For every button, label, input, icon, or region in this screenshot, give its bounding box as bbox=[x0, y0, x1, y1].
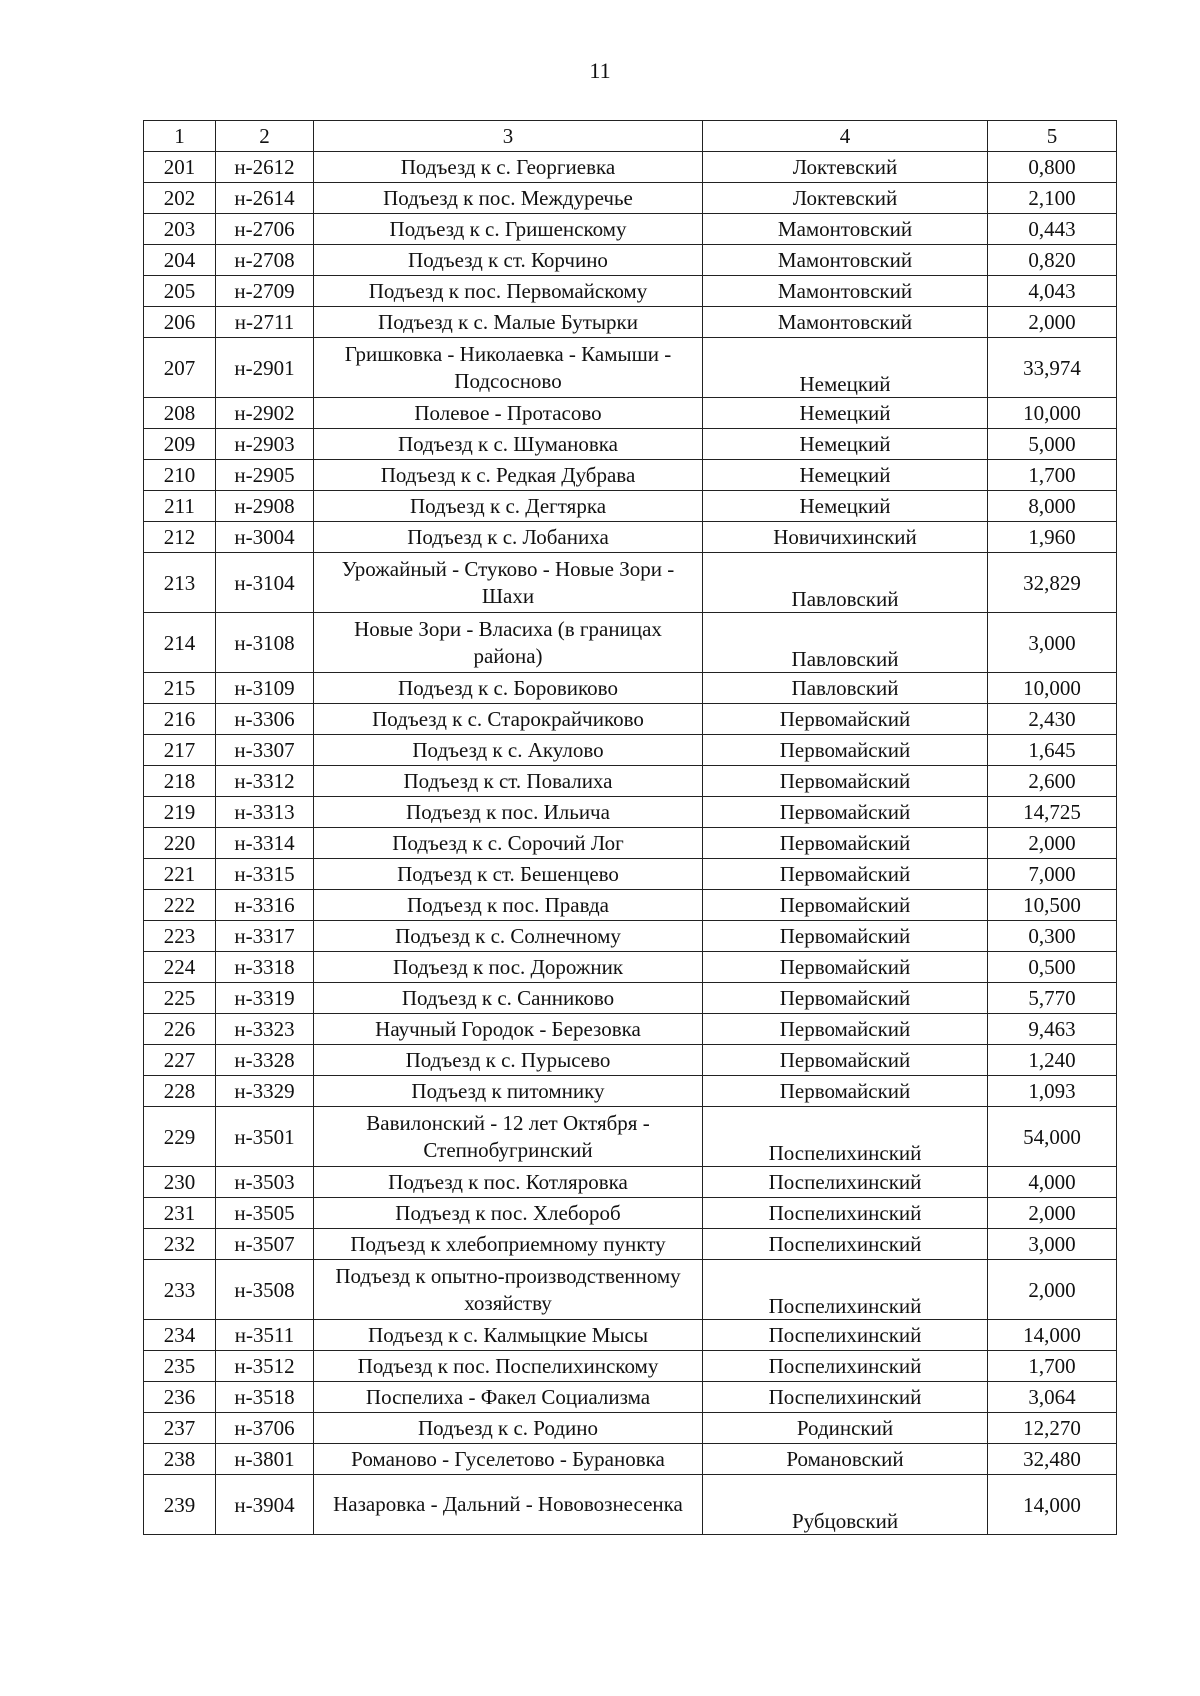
road-name-cell: Подъезд к с. Дегтярка bbox=[314, 491, 703, 522]
length-cell: 2,000 bbox=[988, 307, 1117, 338]
district-cell: Первомайский bbox=[703, 890, 988, 921]
road-name-cell: Подъезд к пос. Правда bbox=[314, 890, 703, 921]
row-number-cell: 226 bbox=[144, 1014, 216, 1045]
district-cell: Локтевский bbox=[703, 183, 988, 214]
table-row bbox=[144, 1167, 1117, 1198]
road-code-cell: н-2709 bbox=[216, 276, 314, 307]
district-cell: Поспелихинский bbox=[703, 1320, 988, 1351]
district-cell: Поспелихинский bbox=[703, 1229, 988, 1260]
road-code-cell: н-3316 bbox=[216, 890, 314, 921]
row-number-cell: 233 bbox=[144, 1260, 216, 1320]
district-cell: Немецкий bbox=[703, 460, 988, 491]
table-row bbox=[144, 1014, 1117, 1045]
district-cell: Павловский bbox=[703, 553, 988, 613]
header-col-4: 4 bbox=[703, 121, 988, 152]
row-number-cell: 238 bbox=[144, 1444, 216, 1475]
table-row bbox=[144, 673, 1117, 704]
length-cell: 32,829 bbox=[988, 553, 1117, 613]
table-row bbox=[144, 1382, 1117, 1413]
road-name-cell: Подъезд к с. Боровиково bbox=[314, 673, 703, 704]
table-row bbox=[144, 1444, 1117, 1475]
row-number-cell: 224 bbox=[144, 952, 216, 983]
district-cell: Первомайский bbox=[703, 983, 988, 1014]
row-number-cell: 237 bbox=[144, 1413, 216, 1444]
road-name-cell: Подъезд к с. Солнечному bbox=[314, 921, 703, 952]
road-name-cell: Поспелиха - Факел Социализма bbox=[314, 1382, 703, 1413]
district-cell: Поспелихинский bbox=[703, 1167, 988, 1198]
row-number-cell: 206 bbox=[144, 307, 216, 338]
road-code-cell: н-3004 bbox=[216, 522, 314, 553]
district-cell: Мамонтовский bbox=[703, 214, 988, 245]
row-number-cell: 225 bbox=[144, 983, 216, 1014]
road-code-cell: н-2708 bbox=[216, 245, 314, 276]
row-number-cell: 212 bbox=[144, 522, 216, 553]
row-number-cell: 236 bbox=[144, 1382, 216, 1413]
row-number-cell: 218 bbox=[144, 766, 216, 797]
road-code-cell: н-2908 bbox=[216, 491, 314, 522]
row-number-cell: 230 bbox=[144, 1167, 216, 1198]
road-name-cell: Подъезд к с. Акулово bbox=[314, 735, 703, 766]
table-row bbox=[144, 797, 1117, 828]
header-col-2: 2 bbox=[216, 121, 314, 152]
district-cell: Поспелихинский bbox=[703, 1198, 988, 1229]
table-row bbox=[144, 491, 1117, 522]
road-name-cell: Подъезд к ст. Корчино bbox=[314, 245, 703, 276]
table-row bbox=[144, 553, 1117, 613]
road-name-cell: Подъезд к с. Лобаниха bbox=[314, 522, 703, 553]
length-cell: 3,000 bbox=[988, 613, 1117, 673]
row-number-cell: 232 bbox=[144, 1229, 216, 1260]
table-row bbox=[144, 338, 1117, 398]
road-code-cell: н-3307 bbox=[216, 735, 314, 766]
length-cell: 1,700 bbox=[988, 460, 1117, 491]
table-row bbox=[144, 890, 1117, 921]
road-name-cell: Подъезд к пос. Первомайскому bbox=[314, 276, 703, 307]
road-name-cell: Научный Городок - Березовка bbox=[314, 1014, 703, 1045]
table-row bbox=[144, 307, 1117, 338]
length-cell: 4,000 bbox=[988, 1167, 1117, 1198]
length-cell: 3,000 bbox=[988, 1229, 1117, 1260]
row-number-cell: 235 bbox=[144, 1351, 216, 1382]
row-number-cell: 209 bbox=[144, 429, 216, 460]
row-number-cell: 229 bbox=[144, 1107, 216, 1167]
road-code-cell: н-2902 bbox=[216, 398, 314, 429]
road-code-cell: н-3312 bbox=[216, 766, 314, 797]
length-cell: 2,000 bbox=[988, 1198, 1117, 1229]
length-cell: 2,000 bbox=[988, 1260, 1117, 1320]
district-cell: Первомайский bbox=[703, 704, 988, 735]
road-code-cell: н-3315 bbox=[216, 859, 314, 890]
row-number-cell: 208 bbox=[144, 398, 216, 429]
length-cell: 5,770 bbox=[988, 983, 1117, 1014]
road-name-cell: Гришковка - Николаевка - Камыши - Подсосново bbox=[314, 338, 703, 398]
length-cell: 2,600 bbox=[988, 766, 1117, 797]
road-code-cell: н-3507 bbox=[216, 1229, 314, 1260]
road-name-cell: Подъезд к пос. Хлебороб bbox=[314, 1198, 703, 1229]
table-row bbox=[144, 735, 1117, 766]
road-code-cell: н-3109 bbox=[216, 673, 314, 704]
table-row bbox=[144, 276, 1117, 307]
district-cell: Новичихинский bbox=[703, 522, 988, 553]
road-name-cell: Романово - Гуселетово - Бурановка bbox=[314, 1444, 703, 1475]
district-cell: Первомайский bbox=[703, 952, 988, 983]
district-cell: Первомайский bbox=[703, 797, 988, 828]
district-cell: Первомайский bbox=[703, 859, 988, 890]
length-cell: 1,700 bbox=[988, 1351, 1117, 1382]
road-code-cell: н-3306 bbox=[216, 704, 314, 735]
district-cell: Поспелихинский bbox=[703, 1382, 988, 1413]
length-cell: 32,480 bbox=[988, 1444, 1117, 1475]
row-number-cell: 201 bbox=[144, 152, 216, 183]
table-row bbox=[144, 245, 1117, 276]
road-code-cell: н-2614 bbox=[216, 183, 314, 214]
row-number-cell: 215 bbox=[144, 673, 216, 704]
road-name-cell: Подъезд к ст. Повалиха bbox=[314, 766, 703, 797]
table-row bbox=[144, 522, 1117, 553]
length-cell: 10,000 bbox=[988, 673, 1117, 704]
road-code-cell: н-2711 bbox=[216, 307, 314, 338]
length-cell: 10,500 bbox=[988, 890, 1117, 921]
row-number-cell: 211 bbox=[144, 491, 216, 522]
road-code-cell: н-2706 bbox=[216, 214, 314, 245]
length-cell: 33,974 bbox=[988, 338, 1117, 398]
road-name-cell: Подъезд к с. Старокрайчиково bbox=[314, 704, 703, 735]
length-cell: 12,270 bbox=[988, 1413, 1117, 1444]
row-number-cell: 202 bbox=[144, 183, 216, 214]
table-row bbox=[144, 1351, 1117, 1382]
table-row bbox=[144, 983, 1117, 1014]
district-cell: Родинский bbox=[703, 1413, 988, 1444]
road-code-cell: н-3511 bbox=[216, 1320, 314, 1351]
road-name-cell: Подъезд к хлебоприемному пункту bbox=[314, 1229, 703, 1260]
table-row bbox=[144, 859, 1117, 890]
road-name-cell: Вавилонский - 12 лет Октября - Степнобугринский bbox=[314, 1107, 703, 1167]
length-cell: 1,093 bbox=[988, 1076, 1117, 1107]
road-code-cell: н-3318 bbox=[216, 952, 314, 983]
district-cell: Поспелихинский bbox=[703, 1260, 988, 1320]
length-cell: 3,064 bbox=[988, 1382, 1117, 1413]
district-cell: Первомайский bbox=[703, 1045, 988, 1076]
table-row bbox=[144, 152, 1117, 183]
length-cell: 0,800 bbox=[988, 152, 1117, 183]
road-code-cell: н-2905 bbox=[216, 460, 314, 491]
length-cell: 9,463 bbox=[988, 1014, 1117, 1045]
district-cell: Первомайский bbox=[703, 766, 988, 797]
table-row bbox=[144, 1045, 1117, 1076]
road-name-cell: Подъезд к пос. Ильича bbox=[314, 797, 703, 828]
road-name-cell: Подъезд к опытно-производственному хозяйству bbox=[314, 1260, 703, 1320]
road-code-cell: н-3314 bbox=[216, 828, 314, 859]
row-number-cell: 227 bbox=[144, 1045, 216, 1076]
district-cell: Первомайский bbox=[703, 735, 988, 766]
table-row bbox=[144, 1107, 1117, 1167]
road-name-cell: Подъезд к с. Пурысево bbox=[314, 1045, 703, 1076]
length-cell: 14,725 bbox=[988, 797, 1117, 828]
length-cell: 8,000 bbox=[988, 491, 1117, 522]
road-code-cell: н-3104 bbox=[216, 553, 314, 613]
table-row bbox=[144, 1320, 1117, 1351]
district-cell: Романовский bbox=[703, 1444, 988, 1475]
road-name-cell: Подъезд к с. Шумановка bbox=[314, 429, 703, 460]
row-number-cell: 223 bbox=[144, 921, 216, 952]
table-row bbox=[144, 704, 1117, 735]
district-cell: Первомайский bbox=[703, 921, 988, 952]
length-cell: 14,000 bbox=[988, 1475, 1117, 1535]
row-number-cell: 207 bbox=[144, 338, 216, 398]
length-cell: 1,240 bbox=[988, 1045, 1117, 1076]
road-name-cell: Подъезд к пос. Поспелихинскому bbox=[314, 1351, 703, 1382]
road-code-cell: н-3512 bbox=[216, 1351, 314, 1382]
road-name-cell: Назаровка - Дальний - Нововознесенка bbox=[314, 1475, 703, 1535]
table-row bbox=[144, 1475, 1117, 1535]
row-number-cell: 221 bbox=[144, 859, 216, 890]
road-name-cell: Новые Зори - Власиха (в границах района) bbox=[314, 613, 703, 673]
road-code-cell: н-3505 bbox=[216, 1198, 314, 1229]
district-cell: Немецкий bbox=[703, 398, 988, 429]
road-code-cell: н-3501 bbox=[216, 1107, 314, 1167]
road-code-cell: н-3801 bbox=[216, 1444, 314, 1475]
district-cell: Немецкий bbox=[703, 338, 988, 398]
road-code-cell: н-3323 bbox=[216, 1014, 314, 1045]
header-col-1: 1 bbox=[144, 121, 216, 152]
district-cell: Поспелихинский bbox=[703, 1107, 988, 1167]
road-code-cell: н-3329 bbox=[216, 1076, 314, 1107]
road-name-cell: Подъезд к пос. Междуречье bbox=[314, 183, 703, 214]
length-cell: 1,645 bbox=[988, 735, 1117, 766]
row-number-cell: 216 bbox=[144, 704, 216, 735]
district-cell: Поспелихинский bbox=[703, 1351, 988, 1382]
row-number-cell: 239 bbox=[144, 1475, 216, 1535]
header-col-5: 5 bbox=[988, 121, 1117, 152]
road-code-cell: н-3319 bbox=[216, 983, 314, 1014]
table-row bbox=[144, 1198, 1117, 1229]
length-cell: 0,300 bbox=[988, 921, 1117, 952]
road-code-cell: н-3503 bbox=[216, 1167, 314, 1198]
header-col-3: 3 bbox=[314, 121, 703, 152]
length-cell: 10,000 bbox=[988, 398, 1117, 429]
road-name-cell: Полевое - Протасово bbox=[314, 398, 703, 429]
table-row bbox=[144, 613, 1117, 673]
length-cell: 5,000 bbox=[988, 429, 1117, 460]
row-number-cell: 213 bbox=[144, 553, 216, 613]
page-number: 11 bbox=[589, 58, 611, 83]
row-number-cell: 231 bbox=[144, 1198, 216, 1229]
table-row bbox=[144, 429, 1117, 460]
length-cell: 4,043 bbox=[988, 276, 1117, 307]
road-name-cell: Подъезд к с. Сорочий Лог bbox=[314, 828, 703, 859]
table-row bbox=[144, 952, 1117, 983]
table-row bbox=[144, 828, 1117, 859]
table-row bbox=[144, 460, 1117, 491]
row-number-cell: 205 bbox=[144, 276, 216, 307]
road-name-cell: Подъезд к с. Родино bbox=[314, 1413, 703, 1444]
district-cell: Немецкий bbox=[703, 429, 988, 460]
district-cell: Первомайский bbox=[703, 828, 988, 859]
road-name-cell: Подъезд к с. Санниково bbox=[314, 983, 703, 1014]
road-code-cell: н-3108 bbox=[216, 613, 314, 673]
row-number-cell: 234 bbox=[144, 1320, 216, 1351]
table-row bbox=[144, 1413, 1117, 1444]
district-cell: Первомайский bbox=[703, 1014, 988, 1045]
road-code-cell: н-3317 bbox=[216, 921, 314, 952]
road-code-cell: н-3904 bbox=[216, 1475, 314, 1535]
road-name-cell: Подъезд к питомнику bbox=[314, 1076, 703, 1107]
road-name-cell: Подъезд к пос. Дорожник bbox=[314, 952, 703, 983]
road-name-cell: Подъезд к с. Георгиевка bbox=[314, 152, 703, 183]
roads-table bbox=[143, 120, 1117, 1535]
length-cell: 2,430 bbox=[988, 704, 1117, 735]
length-cell: 7,000 bbox=[988, 859, 1117, 890]
length-cell: 14,000 bbox=[988, 1320, 1117, 1351]
length-cell: 1,960 bbox=[988, 522, 1117, 553]
length-cell: 0,500 bbox=[988, 952, 1117, 983]
table-row bbox=[144, 1260, 1117, 1320]
row-number-cell: 214 bbox=[144, 613, 216, 673]
row-number-cell: 219 bbox=[144, 797, 216, 828]
length-cell: 54,000 bbox=[988, 1107, 1117, 1167]
road-code-cell: н-3706 bbox=[216, 1413, 314, 1444]
table-row bbox=[144, 921, 1117, 952]
district-cell: Мамонтовский bbox=[703, 276, 988, 307]
row-number-cell: 220 bbox=[144, 828, 216, 859]
road-code-cell: н-2612 bbox=[216, 152, 314, 183]
road-code-cell: н-3328 bbox=[216, 1045, 314, 1076]
row-number-cell: 210 bbox=[144, 460, 216, 491]
table-body bbox=[144, 121, 1117, 1535]
district-cell: Первомайский bbox=[703, 1076, 988, 1107]
table-row bbox=[144, 766, 1117, 797]
table-header-row bbox=[144, 121, 1117, 152]
road-name-cell: Подъезд к с. Малые Бутырки bbox=[314, 307, 703, 338]
road-code-cell: н-2903 bbox=[216, 429, 314, 460]
road-name-cell: Подъезд к ст. Бешенцево bbox=[314, 859, 703, 890]
table-row bbox=[144, 214, 1117, 245]
row-number-cell: 217 bbox=[144, 735, 216, 766]
road-name-cell: Подъезд к пос. Котляровка bbox=[314, 1167, 703, 1198]
road-name-cell: Урожайный - Стуково - Новые Зори - Шахи bbox=[314, 553, 703, 613]
row-number-cell: 228 bbox=[144, 1076, 216, 1107]
road-name-cell: Подъезд к с. Калмыцкие Мысы bbox=[314, 1320, 703, 1351]
table-row bbox=[144, 183, 1117, 214]
row-number-cell: 204 bbox=[144, 245, 216, 276]
table-row bbox=[144, 1076, 1117, 1107]
length-cell: 0,820 bbox=[988, 245, 1117, 276]
road-name-cell: Подъезд к с. Гришенскому bbox=[314, 214, 703, 245]
road-code-cell: н-3518 bbox=[216, 1382, 314, 1413]
road-code-cell: н-3313 bbox=[216, 797, 314, 828]
table-row bbox=[144, 1229, 1117, 1260]
road-name-cell: Подъезд к с. Редкая Дубрава bbox=[314, 460, 703, 491]
road-code-cell: н-2901 bbox=[216, 338, 314, 398]
district-cell: Рубцовский bbox=[703, 1475, 988, 1535]
district-cell: Павловский bbox=[703, 673, 988, 704]
length-cell: 2,000 bbox=[988, 828, 1117, 859]
length-cell: 2,100 bbox=[988, 183, 1117, 214]
row-number-cell: 203 bbox=[144, 214, 216, 245]
district-cell: Локтевский bbox=[703, 152, 988, 183]
row-number-cell: 222 bbox=[144, 890, 216, 921]
district-cell: Немецкий bbox=[703, 491, 988, 522]
road-code-cell: н-3508 bbox=[216, 1260, 314, 1320]
district-cell: Мамонтовский bbox=[703, 307, 988, 338]
district-cell: Мамонтовский bbox=[703, 245, 988, 276]
length-cell: 0,443 bbox=[988, 214, 1117, 245]
table-row bbox=[144, 398, 1117, 429]
district-cell: Павловский bbox=[703, 613, 988, 673]
